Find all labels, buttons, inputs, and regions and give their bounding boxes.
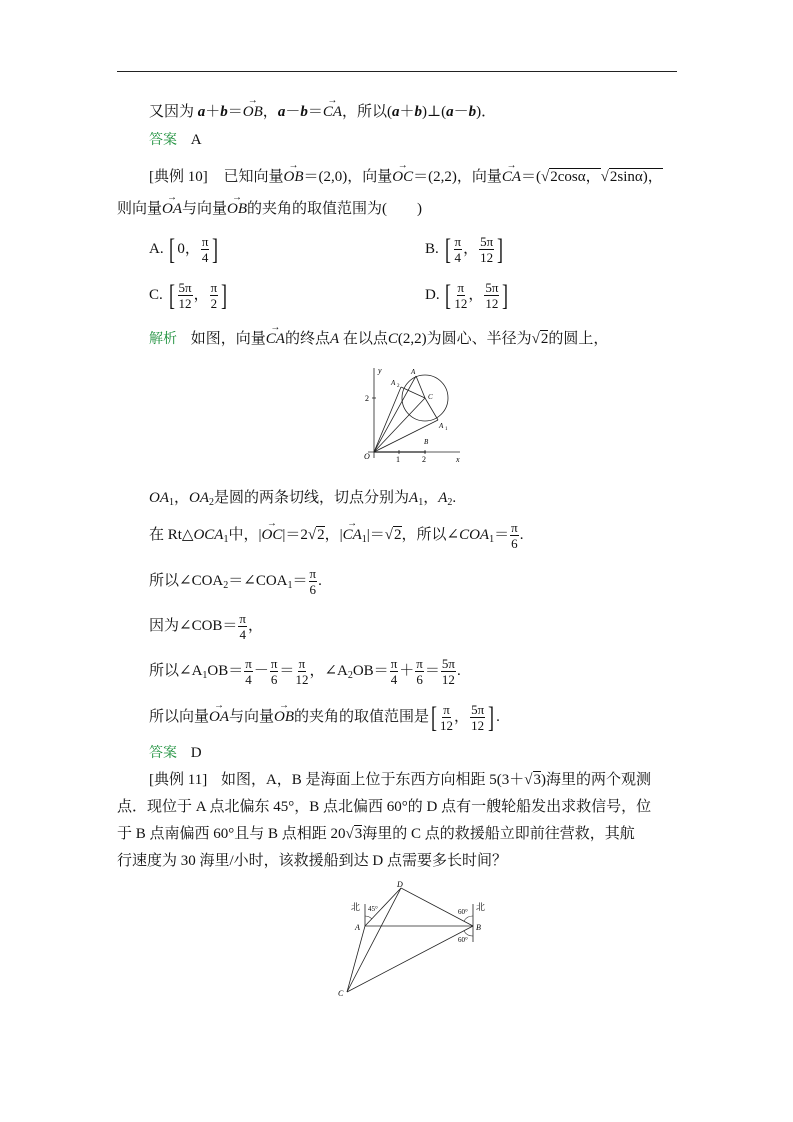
subscript: 2 <box>209 497 215 508</box>
text-fragment: ，所以∠ <box>401 527 460 543</box>
label-A: A <box>355 923 360 932</box>
vector-CA: → CA <box>266 329 285 349</box>
op: ＝ <box>227 104 243 120</box>
text-fragment: ＝ <box>494 527 510 543</box>
text-fragment: )海里的两个观测 <box>541 772 652 788</box>
text-fragment: ， <box>262 104 278 120</box>
text-fragment: 与向量 <box>182 201 228 217</box>
segment-OA1: OA <box>149 490 169 506</box>
op: － <box>453 104 469 120</box>
num: 5π <box>178 280 192 296</box>
text-fragment: 如图，A，B 是海面上位于东西方向相距 5(3＋ <box>220 772 525 788</box>
text-fragment: ，∠A <box>309 663 348 679</box>
text-line-1: 又因为 a＋b＝→ OB，a－b＝→ CA，所以(a＋b)⊥(a－b)． <box>149 102 496 122</box>
text-fragment: . <box>318 573 322 589</box>
num: π <box>457 280 465 296</box>
fraction <box>510 520 519 551</box>
option-letter: D. <box>425 287 440 303</box>
den: 4 <box>454 250 462 266</box>
den: 12 <box>440 718 454 734</box>
text-fragment: 在 Rt△ <box>149 527 194 543</box>
label-60-north: 60° <box>458 908 468 916</box>
bracket-right: ] <box>488 700 495 734</box>
text-fragment: 点．现位于 A 点北偏东 45°，B 点北偏西 60°的 D 点有一艘轮船发出求救信号，位 <box>117 799 652 815</box>
den: 12 <box>480 250 494 266</box>
vector-OB: → OB <box>274 700 294 734</box>
text-fragment: . <box>452 490 457 506</box>
num: 5π <box>485 280 499 296</box>
label-60-south: 60° <box>458 936 468 944</box>
example11-line2 <box>117 797 651 817</box>
label-45: 45° <box>368 905 378 913</box>
subscript: 2 <box>447 497 453 508</box>
segment-A1C <box>425 398 438 420</box>
example11-line3: 于 B 点南偏西 60°且与 B 点相距 20√3海里的 C 点的救援船立即前往营救，其航 <box>117 826 635 842</box>
solution-intro: 解析 如图，向量→ CA的终点A 在以点C(2,2)为圆心、半径为√2的圆上， <box>149 329 608 349</box>
bracket-right: ] <box>221 278 228 312</box>
text-fragment: 的夹角的取值范围为( ) <box>247 201 423 217</box>
example11-line4 <box>117 851 507 871</box>
bracket-right: ] <box>212 232 219 266</box>
den: 4 <box>239 627 246 643</box>
fraction <box>201 234 210 265</box>
vector-OA: → OA <box>209 700 229 734</box>
solution-so1 <box>149 566 322 601</box>
example10-line2 <box>117 199 422 219</box>
op: － <box>285 104 301 120</box>
fraction <box>441 656 456 687</box>
text-fragment: . <box>519 527 524 543</box>
text-fragment: ． <box>481 104 497 120</box>
option-value: 0 <box>177 241 185 257</box>
fraction <box>210 280 219 311</box>
text-fragment: |＝2 <box>282 527 308 543</box>
op: ＝ <box>424 663 440 679</box>
label-A1: A <box>439 422 444 430</box>
segment-BC <box>347 926 473 992</box>
var-a: a <box>392 104 400 120</box>
subscript: 1 <box>418 497 424 508</box>
bracket-left: [ <box>445 278 452 312</box>
op: ＝ <box>279 663 295 679</box>
option-letter: A. <box>149 241 164 257</box>
segment-OA2: OA <box>189 490 210 506</box>
num: π <box>270 656 278 672</box>
subscript: 2 <box>223 580 229 591</box>
subscript: 1 <box>361 534 367 545</box>
option-D: D. [ $\frac{\pi}{12}$ ， $\frac{5\pi}{12}$ ] <box>425 278 509 312</box>
point-A: A <box>329 331 340 347</box>
num: π <box>454 234 462 250</box>
vector-CA: → CA <box>323 102 342 122</box>
answer-2 <box>149 743 202 763</box>
den: 12 <box>295 672 309 688</box>
text-fragment: (2,2)为圆心、半径为 <box>397 331 532 347</box>
text-fragment: 的夹角的取值范围是 <box>294 709 430 725</box>
solution-so2 <box>149 656 461 691</box>
var-b: b <box>468 104 477 120</box>
sqrt-value: 2 <box>540 331 549 347</box>
num: π <box>239 611 246 627</box>
num: π <box>416 656 423 672</box>
num: π <box>390 656 398 672</box>
subscript: 1 <box>287 580 293 591</box>
num: 5π <box>480 234 494 250</box>
text-fragment: 所以∠COA <box>149 573 224 589</box>
label-north-left: 北 <box>351 902 361 912</box>
fraction <box>454 234 463 265</box>
answer-value: D <box>190 745 202 761</box>
text-fragment: 所以∠A <box>149 663 203 679</box>
text-fragment: OB＝ <box>352 663 389 679</box>
fraction <box>390 656 399 687</box>
subscript: 1 <box>169 497 174 508</box>
den: 12 <box>454 296 468 312</box>
vector-OB: → OB <box>227 199 247 219</box>
num: π <box>298 656 306 672</box>
sqrt-cos: 2cosα， <box>550 169 601 185</box>
text-fragment: 则向量 <box>117 201 163 217</box>
fraction <box>270 656 279 687</box>
den: 4 <box>201 250 209 266</box>
label-B: B <box>424 438 429 446</box>
den: 6 <box>511 536 518 552</box>
fraction <box>309 566 318 597</box>
option-letter: B. <box>425 241 439 257</box>
angle-45 <box>365 916 372 919</box>
fraction <box>295 656 308 687</box>
text-fragment: ，所以 <box>342 104 388 120</box>
label-A2: A <box>391 379 396 387</box>
num: π <box>210 280 218 296</box>
op: ⊥ <box>427 104 442 120</box>
segment-AC <box>347 926 365 992</box>
text-fragment: 于 B 点南偏西 60°且与 B 点相距 20 <box>117 826 346 842</box>
vector-OC: → OC <box>261 520 282 550</box>
text-fragment: ＝ <box>292 573 308 589</box>
vector-OA: → OA <box>162 199 182 219</box>
num: 5π <box>471 702 485 718</box>
num: π <box>245 656 252 672</box>
vector-CA: → CA <box>502 167 521 187</box>
triangle: OCA <box>193 527 224 543</box>
angle-60-north <box>464 916 473 921</box>
var-a: a <box>446 104 454 120</box>
fraction <box>415 656 424 687</box>
text-fragment: 的圆上， <box>548 331 609 347</box>
option-A: A. [ 0， $\frac{\pi}{4}$ ] <box>149 232 219 266</box>
num: π <box>201 234 209 250</box>
sqrt-value: 2 <box>317 527 325 543</box>
subscript: 1 <box>202 670 208 681</box>
label-D: D <box>397 880 403 889</box>
example10-line1: [典例 10] 已知向量→ OB＝(2,0)，向量→ OC＝(2,2)，向量→ CA＝(√2cosα，√2sinα)， <box>149 167 663 187</box>
fraction <box>440 702 453 733</box>
label-C: C <box>428 393 433 401</box>
point-A1: A <box>409 490 419 506</box>
label-C: C <box>338 989 344 998</box>
example-tag: [典例 10] <box>149 169 208 185</box>
tangent-OA2 <box>374 387 401 452</box>
den: 6 <box>270 672 278 688</box>
den: 4 <box>245 672 252 688</box>
label-A2-sub: 2 <box>397 384 400 389</box>
bracket-left: [ <box>431 700 438 734</box>
solution-label: 解析 <box>149 331 177 347</box>
solution-rt: 在 $Rt\triangle OCA_1$中，|→ OC|＝2√2，|→ $CA_1|=√2$，所以$\angle COA_1=$ $\frac{\pi}{6}$ . <box>149 520 523 555</box>
option-C: C. [ $\frac{5\pi}{12}$ ， $\frac{\pi}{2}$ ] <box>149 278 228 312</box>
figure-circle-vectors <box>348 362 466 474</box>
var-a: a <box>197 104 206 120</box>
solution-because <box>149 611 263 642</box>
den: 12 <box>178 296 192 312</box>
subscript: 1 <box>489 534 495 545</box>
vector-OB: → OB <box>243 102 263 122</box>
text-fragment: |＝ <box>366 527 385 543</box>
text-fragment: 如图，向量 <box>190 331 266 347</box>
point-A2: A <box>438 490 448 506</box>
answer-value: A <box>190 132 202 148</box>
text-fragment: 与向量 <box>229 709 275 725</box>
op: ＋ <box>399 104 415 120</box>
den: 12 <box>485 296 499 312</box>
solution-conclude <box>149 700 500 735</box>
fraction <box>244 656 253 687</box>
fraction <box>470 702 485 733</box>
text-fragment: 行速度为 30 海里/小时，该救援船到达 D 点需要多长时间？ <box>117 853 508 869</box>
var-a: a <box>277 104 286 120</box>
text-fragment: 所以向量 <box>149 709 210 725</box>
figure-navigation <box>335 878 495 1000</box>
point-C: C <box>387 331 398 347</box>
op: － <box>253 663 269 679</box>
bracket-left: [ <box>169 232 176 266</box>
var-b: b <box>300 104 308 120</box>
bracket-right: ] <box>502 278 509 312</box>
subscript: 2 <box>347 670 353 681</box>
text-fragment: ， <box>454 709 470 725</box>
sqrt-sin: 2sinα)， <box>609 169 663 185</box>
example-tag: [典例 11] <box>149 772 208 788</box>
text-fragment: ＝(2,2)，向量 <box>413 169 502 185</box>
num: π <box>511 520 518 536</box>
den: 6 <box>416 672 423 688</box>
label-tick1: 1 <box>396 455 400 464</box>
bracket-right: ] <box>497 232 504 266</box>
vector-CA1: → CA <box>343 520 362 550</box>
op: ＋ <box>399 663 415 679</box>
op: ＝ <box>307 104 323 120</box>
subscript: 1 <box>223 534 229 545</box>
label-y: y <box>378 366 382 375</box>
option-letter: C. <box>149 287 163 303</box>
fraction <box>238 611 247 642</box>
sqrt-value: 2 <box>394 527 402 543</box>
text-fragment: . <box>496 709 500 725</box>
text-fragment: 是圆的两条切线，切点分别为 <box>214 490 410 506</box>
den: 12 <box>471 718 485 734</box>
solution-tangent: $OA_1$，$OA_2$是圆的两条切线，切点分别为$A_1$，$A_2$. <box>149 490 457 508</box>
var-b: b <box>220 104 228 120</box>
text-fragment: ， <box>248 618 264 634</box>
text-fragment: 中，| <box>228 527 262 543</box>
den: 2 <box>210 296 218 312</box>
answer-label: 答案 <box>149 132 177 148</box>
fraction <box>479 234 494 265</box>
den: 4 <box>390 672 398 688</box>
vector-OC: → OC <box>392 167 413 187</box>
op: ＋ <box>205 104 221 120</box>
label-tick-y2: 2 <box>365 394 369 403</box>
text-fragment: 的终点 <box>284 331 330 347</box>
option-B: B. [ $\frac{\pi}{4}$ ， $\frac{5\pi}{12}$ ] <box>425 232 504 266</box>
num: π <box>443 702 450 718</box>
text-fragment: 在以点 <box>342 331 388 347</box>
fraction <box>484 280 499 311</box>
text-fragment: OB＝ <box>207 663 244 679</box>
label-A1-sub: 1 <box>445 427 448 432</box>
label-O: O <box>364 452 370 461</box>
den: 12 <box>441 672 455 688</box>
example11-line1: [典例 11] 如图，A，B 是海面上位于东西方向相距 5(3＋√3)海里的两个观测 <box>149 772 652 788</box>
sqrt-value: 3 <box>354 826 363 842</box>
bracket-left: [ <box>444 232 451 266</box>
segment-DB <box>401 888 473 926</box>
label-x: x <box>456 455 460 464</box>
tangent-OA1 <box>374 420 438 452</box>
label-north-right: 北 <box>476 902 486 912</box>
answer-label: 答案 <box>149 745 177 761</box>
num: π <box>309 566 317 582</box>
fraction <box>454 280 467 311</box>
text-fragment: ，| <box>324 527 343 543</box>
sqrt-value: 3 <box>533 772 542 788</box>
angle: COA <box>459 527 490 543</box>
label-tick2: 2 <box>422 455 426 464</box>
den: 6 <box>309 582 317 598</box>
text-fragment: 又因为 <box>149 104 195 120</box>
text-fragment: 海里的 C 点的救援船立即前往营救，其航 <box>362 826 635 842</box>
header-rule <box>117 71 677 72</box>
text-fragment: ＝∠COA <box>228 573 288 589</box>
label-B: B <box>476 923 481 932</box>
vector-OB: → OB <box>284 167 304 187</box>
var-b: b <box>414 104 423 120</box>
bracket-left: [ <box>168 278 175 312</box>
text-fragment: ＝( <box>521 169 542 185</box>
fraction <box>178 280 193 311</box>
text-fragment: 已知向量 <box>223 169 284 185</box>
text-fragment: . <box>456 663 461 679</box>
label-A: A <box>411 368 416 376</box>
num: 5π <box>441 656 455 672</box>
text-fragment: 因为∠COB＝ <box>149 618 238 634</box>
answer-1 <box>149 130 202 150</box>
text-fragment: ＝(2,0)，向量 <box>303 169 393 185</box>
